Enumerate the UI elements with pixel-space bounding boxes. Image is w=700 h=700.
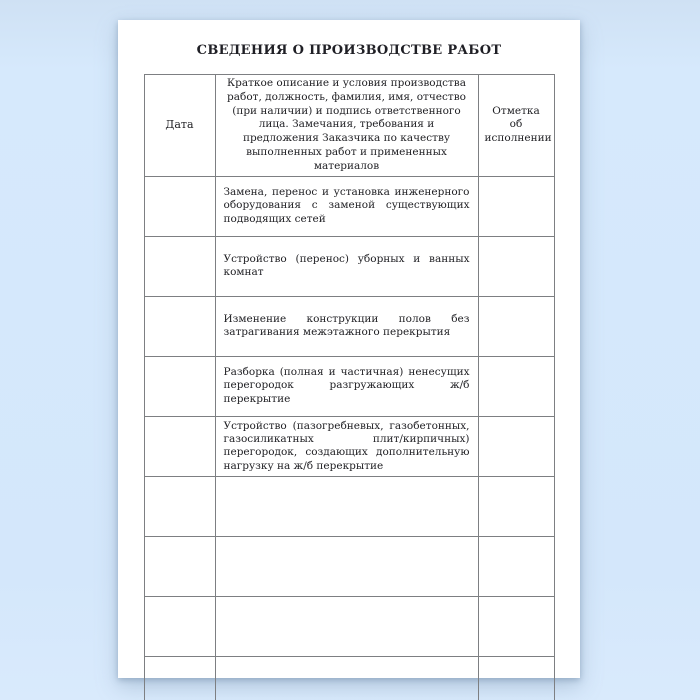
cell-date — [144, 657, 215, 700]
header-row — [144, 75, 554, 177]
cell-date — [144, 296, 215, 356]
cell-date — [144, 477, 215, 537]
cell-date — [144, 416, 215, 477]
cell-mark — [478, 477, 554, 537]
table-row — [144, 296, 554, 356]
cell-description: Устройство (перенос) уборных и ванных комнат — [215, 236, 478, 296]
table-row — [144, 657, 554, 700]
table-row — [144, 597, 554, 657]
cell-description — [215, 657, 478, 700]
column-header-date: Дата — [144, 75, 215, 177]
cell-date — [144, 236, 215, 296]
cell-description — [215, 537, 478, 597]
cell-mark — [478, 176, 554, 236]
cell-mark — [478, 236, 554, 296]
cell-description: Устройство (пазогребневых, газобетонных, газосиликатных плит/кирпичных) перегородок, создающих дополнительную нагрузку на ж/б перекрытие — [215, 416, 478, 477]
cell-mark — [478, 537, 554, 597]
table-row — [144, 356, 554, 416]
table-body — [144, 176, 554, 700]
table-header — [144, 75, 554, 177]
table-row — [144, 236, 554, 296]
cell-description — [215, 597, 478, 657]
cell-date — [144, 537, 215, 597]
cell-description: Замена, перенос и установка инженерного оборудования с заменой существующих подводящих сетей — [215, 176, 478, 236]
cell-mark — [478, 356, 554, 416]
document-page — [118, 20, 580, 678]
table-row — [144, 477, 554, 537]
column-header-mark: Отметка об исполнении — [478, 75, 554, 177]
cell-mark — [478, 416, 554, 477]
works-table — [144, 74, 555, 700]
cell-mark — [478, 657, 554, 700]
cell-date — [144, 176, 215, 236]
table-row — [144, 537, 554, 597]
table-row — [144, 176, 554, 236]
column-header-description: Краткое описание и условия производства работ, должность, фамилия, имя, отчество (при наличии) и подпись ответственного лица. Замечания, требования и предложения Заказчика по качеству выполненных работ и примененных материалов — [215, 75, 478, 177]
cell-mark — [478, 296, 554, 356]
cell-mark — [478, 597, 554, 657]
table-row — [144, 416, 554, 477]
cell-date — [144, 356, 215, 416]
cell-description — [215, 477, 478, 537]
cell-description: Изменение конструкции полов без затрагивания межэтажного перекрытия — [215, 296, 478, 356]
cell-date — [144, 597, 215, 657]
cell-description: Разборка (полная и частичная) ненесущих перегородок разгружающих ж/б перекрытие — [215, 356, 478, 416]
page-title: СВЕДЕНИЯ О ПРОИЗВОДСТВЕ РАБОТ — [196, 43, 502, 58]
